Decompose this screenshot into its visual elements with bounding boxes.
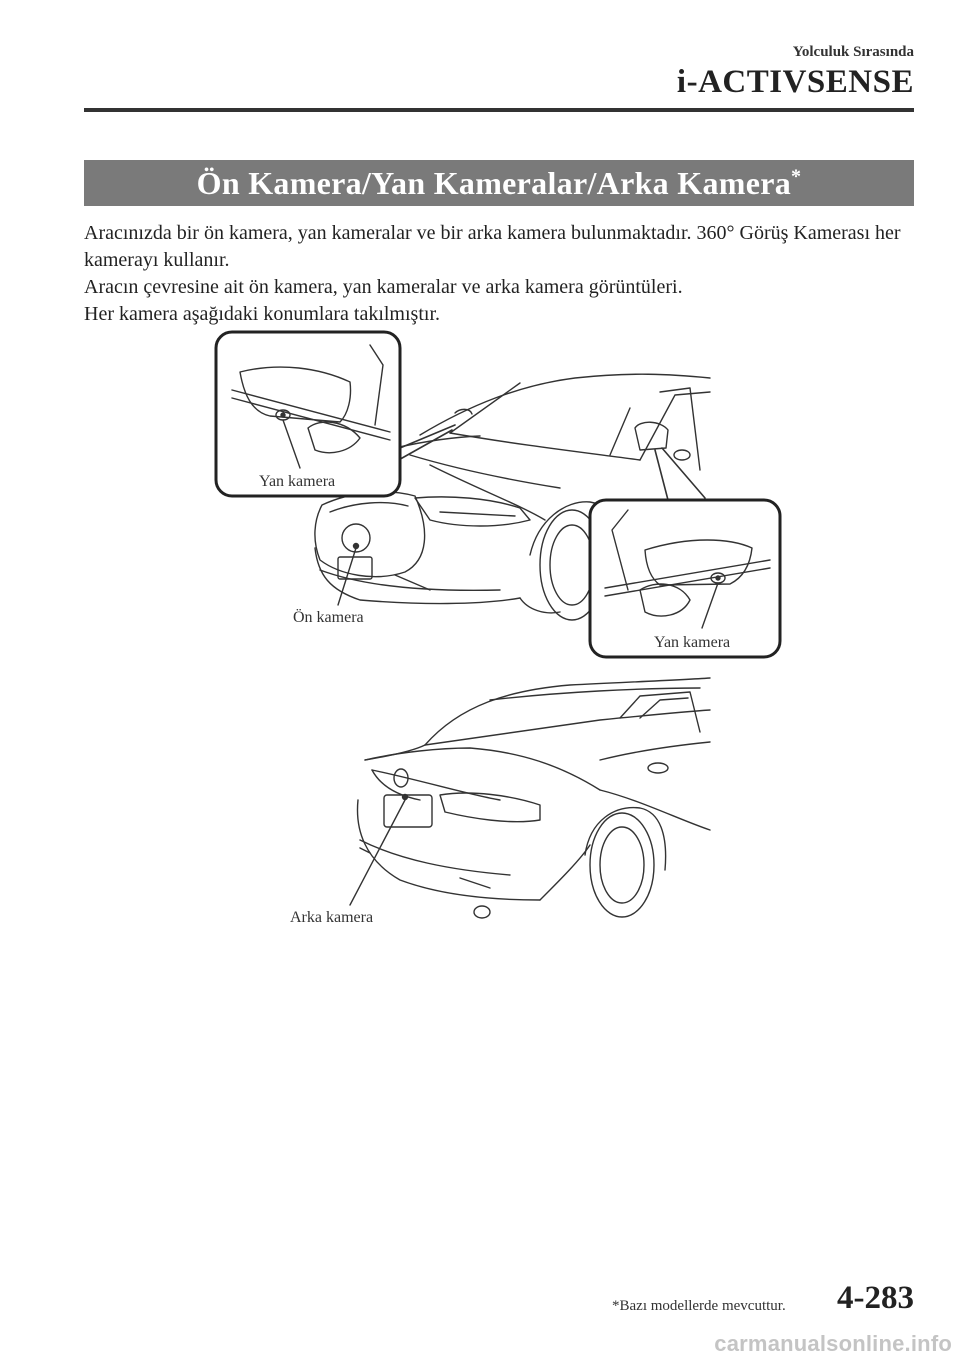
footnote: *Bazı modellerde mevcuttur. bbox=[612, 1298, 786, 1314]
label-side-camera-right: Yan kamera bbox=[654, 634, 731, 651]
label-side-camera-left: Yan kamera bbox=[259, 473, 336, 490]
label-rear-camera: Arka kamera bbox=[290, 909, 374, 926]
section-header: i-ACTIVSENSE bbox=[676, 64, 914, 100]
label-front-camera: Ön kamera bbox=[293, 609, 364, 626]
page-number: 4-283 bbox=[837, 1280, 914, 1316]
section-title-asterisk: * bbox=[791, 164, 802, 187]
body-paragraph-3: Her kamera aşağıdaki konumlara takılmıştır. bbox=[84, 303, 440, 325]
section-title-text: Ön Kamera/Yan Kameralar/Arka Kamera bbox=[196, 164, 792, 201]
chapter-header: Yolculuk Sırasında bbox=[792, 44, 914, 60]
watermark: carmanualsonline.info bbox=[714, 1331, 952, 1356]
rear-car-illustration bbox=[350, 678, 710, 918]
body-paragraph-1: Aracınızda bir ön kamera, yan kameralar ve bir arka kamera bulunmaktadır. 360° Görüş Kamerası her kamerayı kullanır. bbox=[84, 222, 901, 271]
side-camera-inset-left bbox=[216, 332, 400, 496]
body-paragraph-2: Aracın çevresine ait ön kamera, yan kameralar ve arka kamera görüntüleri. bbox=[84, 276, 683, 298]
